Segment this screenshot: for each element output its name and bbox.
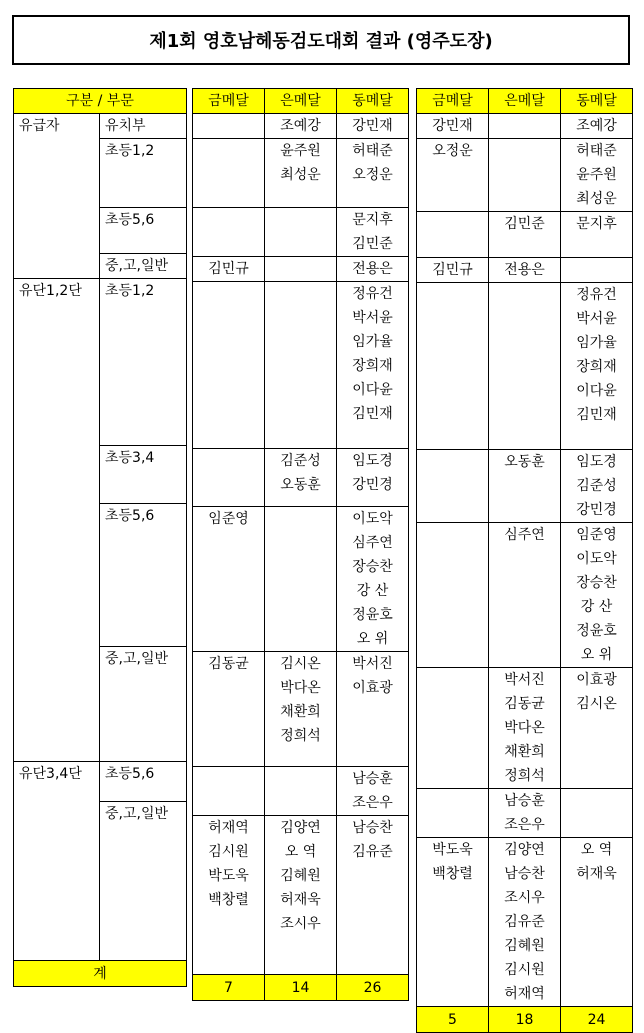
gold-winners-cell <box>193 767 265 816</box>
results-table-1 <box>192 88 409 1001</box>
bronze-winners-cell: 임도경 강민경 <box>337 449 409 507</box>
silver-winners-cell <box>489 139 561 212</box>
silver-winners-cell: 김양연 오 역 김혜원 허재욱 조시우 <box>265 816 337 975</box>
gold-winners-cell <box>417 450 489 523</box>
table-row <box>417 283 633 450</box>
group-label: 유단1,2단 <box>14 279 100 762</box>
division-label: 초등5,6 <box>100 208 187 254</box>
division-label: 초등3,4 <box>100 446 187 504</box>
bronze-winners-cell: 정유건 박서윤 임가율 장희재 이다윤 김민재 <box>337 282 409 449</box>
table-row <box>193 282 409 449</box>
gold-winners-cell: 김동균 <box>193 652 265 767</box>
gold-total: 7 <box>193 975 265 1001</box>
gold-winners-cell <box>193 139 265 208</box>
gold-winners-cell: 강민재 <box>417 114 489 139</box>
silver-header: 은메달 <box>265 89 337 114</box>
bronze-header: 동메달 <box>337 89 409 114</box>
gold-total: 5 <box>417 1007 489 1033</box>
gold-winners-cell <box>417 523 489 668</box>
silver-winners-cell: 오동훈 <box>489 450 561 523</box>
table-row <box>193 767 409 816</box>
silver-winners-cell: 김준성 오동훈 <box>265 449 337 507</box>
bronze-winners-cell: 임도경 김준성 강민경 <box>561 450 633 523</box>
table-row <box>417 139 633 212</box>
bronze-winners-cell: 남승찬 김유준 <box>337 816 409 975</box>
table-row <box>193 208 409 257</box>
silver-winners-cell <box>265 208 337 257</box>
table-row <box>193 816 409 975</box>
page-title: 제1회 영호남헤동검도대회 결과 (영주도장) <box>12 15 630 65</box>
silver-winners-cell <box>265 257 337 282</box>
table-row <box>417 523 633 668</box>
results-table-2 <box>416 88 633 1033</box>
bronze-winners-cell: 강민재 <box>337 114 409 139</box>
silver-winners-cell <box>489 283 561 450</box>
silver-winners-cell <box>265 767 337 816</box>
table-row <box>417 668 633 789</box>
gold-winners-cell: 허재역 김시원 박도욱 백창렬 <box>193 816 265 975</box>
silver-winners-cell: 남승훈 조은우 <box>489 789 561 838</box>
total-label: 계 <box>14 961 187 987</box>
silver-winners-cell: 김양연 남승찬 조시우 김유준 김혜원 김시원 허재역 <box>489 838 561 1007</box>
category-header: 구분 / 부문 <box>14 89 187 114</box>
table-row <box>193 507 409 652</box>
bronze-total: 24 <box>561 1007 633 1033</box>
table-row <box>193 114 409 139</box>
silver-winners-cell <box>265 282 337 449</box>
gold-winners-cell: 임준영 <box>193 507 265 652</box>
gold-winners-cell <box>417 789 489 838</box>
silver-winners-cell: 김민준 <box>489 212 561 258</box>
table-row <box>417 212 633 258</box>
table-row <box>417 789 633 838</box>
table-row <box>193 139 409 208</box>
division-label: 초등1,2 <box>100 139 187 208</box>
gold-winners-cell: 김민규 <box>417 258 489 283</box>
bronze-winners-cell: 이효광 김시온 <box>561 668 633 789</box>
silver-winners-cell: 박서진 김동균 박다온 채환희 정희석 <box>489 668 561 789</box>
gold-winners-cell <box>193 282 265 449</box>
bronze-winners-cell: 오 역 허재욱 <box>561 838 633 1007</box>
division-label: 중,고,일반 <box>100 254 187 279</box>
silver-winners-cell <box>265 507 337 652</box>
bronze-header: 동메달 <box>561 89 633 114</box>
division-label: 중,고,일반 <box>100 802 187 961</box>
gold-winners-cell <box>193 449 265 507</box>
division-label: 초등1,2 <box>100 279 187 446</box>
group-label: 유단3,4단 <box>14 762 100 961</box>
bronze-winners-cell: 조예강 <box>561 114 633 139</box>
silver-winners-cell: 심주연 <box>489 523 561 668</box>
bronze-winners-cell <box>561 258 633 283</box>
bronze-winners-cell: 임준영 이도악 장승찬 강 산 정윤호 오 위 <box>561 523 633 668</box>
silver-total: 18 <box>489 1007 561 1033</box>
gold-winners-cell: 오정운 <box>417 139 489 212</box>
gold-winners-cell <box>417 212 489 258</box>
table-row <box>14 114 187 139</box>
bronze-winners-cell: 정유건 박서윤 임가율 장희재 이다윤 김민재 <box>561 283 633 450</box>
silver-winners-cell: 김시온 박다온 채환희 정희석 <box>265 652 337 767</box>
silver-winners-cell: 윤주원 최성운 <box>265 139 337 208</box>
table-row <box>193 652 409 767</box>
gold-winners-cell <box>193 208 265 257</box>
division-label: 초등5,6 <box>100 504 187 647</box>
table-row <box>417 114 633 139</box>
group-label: 유급자 <box>14 114 100 279</box>
bronze-winners-cell: 전용은 <box>337 257 409 282</box>
bronze-winners-cell: 허태준 오정운 <box>337 139 409 208</box>
silver-winners-cell: 전용은 <box>489 258 561 283</box>
silver-total: 14 <box>265 975 337 1001</box>
bronze-winners-cell: 이도악 심주연 장승찬 강 산 정윤호 오 위 <box>337 507 409 652</box>
gold-header: 금메달 <box>417 89 489 114</box>
silver-header: 은메달 <box>489 89 561 114</box>
division-label: 초등5,6 <box>100 762 187 802</box>
gold-winners-cell <box>417 283 489 450</box>
gold-winners-cell <box>417 668 489 789</box>
silver-winners-cell: 조예강 <box>265 114 337 139</box>
bronze-winners-cell: 문지후 김민준 <box>337 208 409 257</box>
gold-winners-cell: 김민규 <box>193 257 265 282</box>
bronze-total: 26 <box>337 975 409 1001</box>
table-row <box>193 449 409 507</box>
bronze-winners-cell: 문지후 <box>561 212 633 258</box>
table-row <box>193 257 409 282</box>
table-row <box>417 258 633 283</box>
bronze-winners-cell: 박서진 이효광 <box>337 652 409 767</box>
bronze-winners-cell <box>561 789 633 838</box>
gold-winners-cell: 박도욱 백창렬 <box>417 838 489 1007</box>
table-row <box>14 762 187 802</box>
gold-winners-cell <box>193 114 265 139</box>
table-row <box>417 450 633 523</box>
division-label: 중,고,일반 <box>100 647 187 762</box>
bronze-winners-cell: 허태준 윤주원 최성운 <box>561 139 633 212</box>
bronze-winners-cell: 남승훈 조은우 <box>337 767 409 816</box>
table-row <box>417 838 633 1007</box>
division-label: 유치부 <box>100 114 187 139</box>
silver-winners-cell <box>489 114 561 139</box>
category-table <box>13 88 187 987</box>
table-row <box>14 279 187 446</box>
gold-header: 금메달 <box>193 89 265 114</box>
